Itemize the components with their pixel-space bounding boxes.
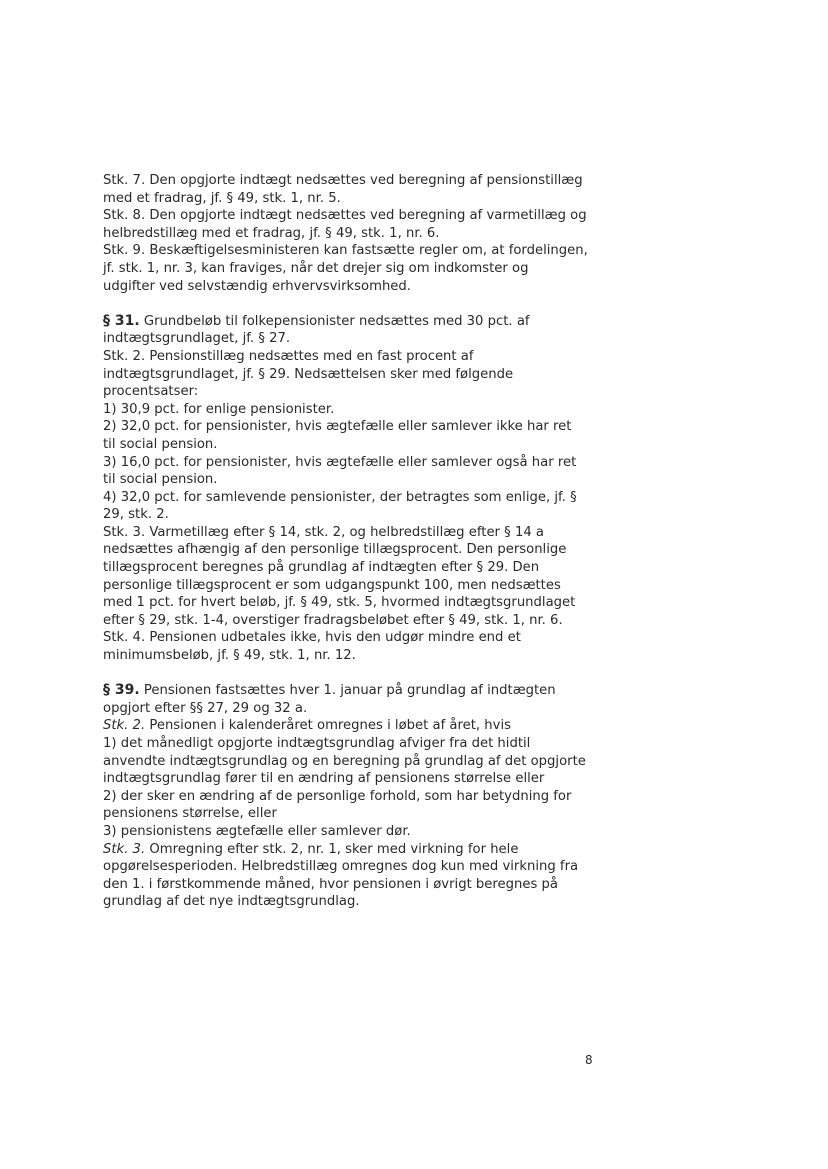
paragraph-gap (103, 665, 608, 683)
text-line: opgørelsesperioden. Helbredstillæg omregnes dog kun med virkning fra (103, 859, 579, 875)
section-31-label: § 31. (103, 312, 140, 329)
text-line: anvendte indtægtsgrundlag og en beregning på grundlag af det opgjorte (103, 753, 586, 769)
text-line: Stk. 4. Pensionen udbetales ikke, hvis den udgør mindre end et (103, 630, 521, 646)
text-line: nedsættes afhængig af den personlige tillægsprocent. Den personlige (103, 542, 567, 558)
text-line: 1) 30,9 pct. for enlige pensionister. (103, 401, 335, 417)
text-line: 2) 32,0 pct. for pensionister, hvis ægtefælle eller samlever ikke har ret (103, 419, 572, 435)
text-line: Stk. 3. Varmetillæg efter § 14, stk. 2, og helbredstillæg efter § 14 a (103, 524, 545, 540)
stk-3-label: Stk. 3. (103, 841, 146, 857)
text-line: efter § 29, stk. 1-4, overstiger fradragsbeløbet efter § 49, stk. 1, nr. 6. (103, 612, 563, 628)
text-line: personlige tillægsprocent er som udgangspunkt 100, men nedsættes (103, 577, 561, 593)
text-line: Stk. 7. Den opgjorte indtægt nedsættes ved beregning af pensionstillæg (103, 173, 583, 188)
document-body (103, 172, 608, 911)
text-line: Stk. 2. Pensionstillæg nedsættes med en fast procent af (103, 348, 474, 364)
text-line: 3) 16,0 pct. for pensionister, hvis ægtefælle eller samlever også har ret (103, 454, 577, 470)
text-line: 2) der sker en ændring af de personlige forhold, som har betydning for (103, 788, 572, 804)
text-line: den 1. i førstkommende måned, hvor pensionen i øvrigt beregnes på (103, 876, 559, 892)
text-line: helbredstillæg med et fradrag, jf. § 49, stk. 1, nr. 6. (103, 225, 440, 241)
text-line: procentsatser: (103, 384, 199, 400)
paragraph-stk-7-9 (103, 172, 608, 295)
stk-3-line (103, 841, 608, 859)
text-line: med 1 pct. for hvert beløb, jf. § 49, stk. 5, hvormed indtægtsgrundlaget (103, 595, 576, 611)
stk-2-label: Stk. 2. (103, 718, 146, 734)
stk-2-text: Pensionen i kalenderåret omregnes i løbet af året, hvis (145, 718, 511, 734)
text-line: Stk. 8. Den opgjorte indtægt nedsættes ved beregning af varmetillæg og (103, 208, 587, 224)
section-31-first-line (103, 313, 608, 331)
text-line: Stk. 9. Beskæftigelsesministeren kan fastsætte regler om, at fordelingen, (103, 243, 588, 259)
text-line: 4) 32,0 pct. for samlevende pensionister, der betragtes som enlige, jf. § (103, 489, 577, 505)
page-number: 8 (585, 1053, 593, 1067)
text-line: pensionens størrelse, eller (103, 806, 277, 822)
text-line: 1) det månedligt opgjorte indtægtsgrundlag afviger fra det hidtil (103, 736, 531, 751)
text-line: 29, stk. 2. (103, 507, 169, 523)
text-line: grundlag af det nye indtægtsgrundlag. (103, 894, 360, 910)
section-31-first-text: Grundbeløb til folkepensionister nedsættes med 30 pct. af (139, 313, 530, 329)
section-39 (103, 682, 608, 911)
text-line: indtægtsgrundlaget, jf. § 29. Nedsættelsen sker med følgende (103, 366, 514, 382)
paragraph-gap (103, 295, 608, 313)
text-line: indtægtsgrundlaget, jf. § 27. (103, 331, 291, 347)
text-line: indtægtsgrundlag fører til en ændring af pensionens størrelse eller (103, 771, 545, 787)
text-line: til social pension. (103, 472, 218, 488)
section-39-first-line (103, 682, 608, 700)
text-line: jf. stk. 1, nr. 3, kan fraviges, når det drejer sig om indkomster og (103, 260, 529, 276)
text-line: minimumsbeløb, jf. § 49, stk. 1, nr. 12. (103, 648, 356, 664)
text-line: til social pension. (103, 436, 218, 452)
section-31 (103, 313, 608, 665)
text-line: udgifter ved selvstændig erhvervsvirksomhed. (103, 278, 411, 294)
text-line: tillægsprocent beregnes på grundlag af indtægten efter § 29. Den (103, 560, 540, 576)
section-39-label: § 39. (103, 682, 140, 699)
stk-2-line (103, 717, 608, 735)
stk-3-text: Omregning efter stk. 2, nr. 1, sker med virkning for hele (145, 841, 519, 857)
text-line: opgjort efter §§ 27, 29 og 32 a. (103, 700, 308, 716)
text-line: 3) pensionistens ægtefælle eller samlever dør. (103, 823, 411, 839)
text-line: med et fradrag, jf. § 49, stk. 1, nr. 5. (103, 190, 341, 206)
section-39-first-text: Pensionen fastsættes hver 1. januar på grundlag af indtægten (139, 683, 556, 699)
